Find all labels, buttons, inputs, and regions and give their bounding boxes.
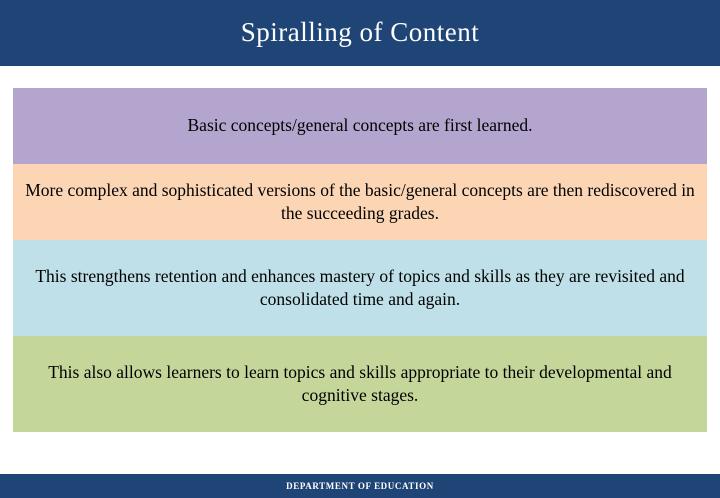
content-block-1-text: Basic concepts/general concepts are first learned. — [187, 115, 533, 136]
content-block-3-text: This strengthens retention and enhances mastery of topics and skills as they are revisited and consolidated time and again. — [35, 265, 685, 309]
slide-body — [0, 66, 720, 498]
page-title: Spiralling of Content — [240, 17, 480, 48]
content-block-list — [13, 88, 707, 432]
content-block-2-text: More complex and sophisticated versions of the basic/general concepts are then rediscovered in the succeeding grades. — [25, 179, 695, 223]
content-block-1 — [13, 88, 707, 164]
content-block-4 — [13, 336, 707, 432]
content-block-3 — [13, 240, 707, 336]
content-block-2 — [13, 164, 707, 240]
footer-label: DEPARTMENT OF EDUCATION — [286, 481, 434, 491]
slide-footer-bar — [0, 474, 720, 498]
slide-title-bar — [0, 0, 720, 66]
content-block-4-text: This also allows learners to learn topics and skills appropriate to their developmental and cognitive stages. — [48, 361, 672, 405]
